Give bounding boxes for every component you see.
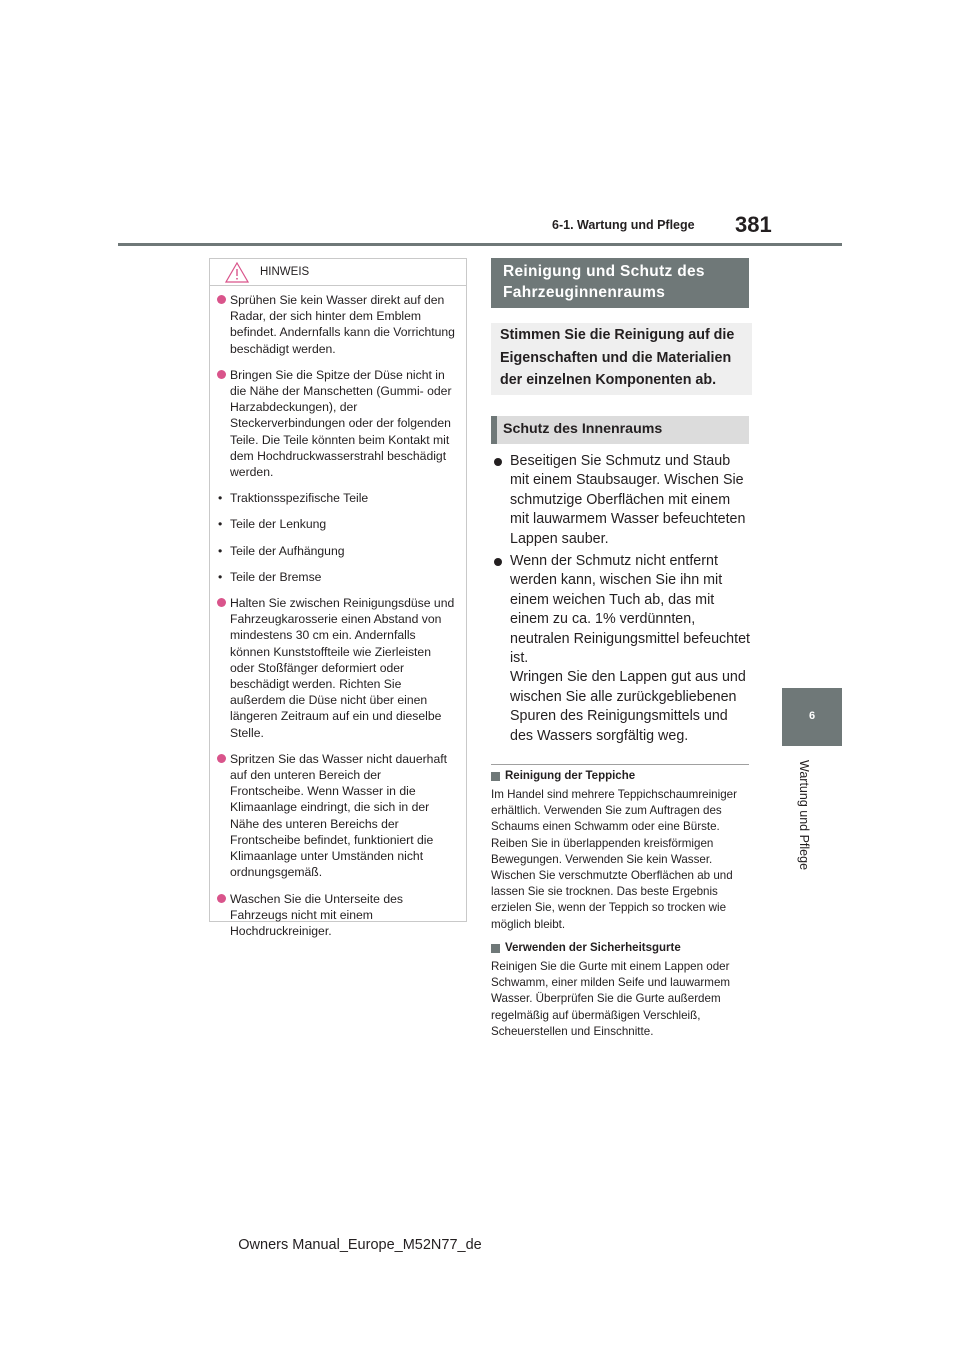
chapter-tab [782, 688, 842, 746]
note-item-text: Spritzen Sie das Wasser nicht dauerhaft auf den unteren Bereich der Frontscheibe. Wenn Wasser in die Klimaanlage eindringt, die sich in der Nähe des unteren Bereichs der Frontscheibe befindet, funktioniert die Klimaanlage unter Umständen nicht ordnungsgemäß. [230, 751, 448, 880]
note-item [217, 595, 457, 741]
chapter-number: 6 [808, 710, 816, 722]
circle-bullet-icon [217, 754, 226, 763]
small-bullet-icon: • [218, 491, 223, 506]
note-item-text: Sprühen Sie kein Wasser direkt auf den Radar, der sich hinter dem Emblem befindet. Andernfalls kann die Vorrichtung beschädigt werden. [230, 293, 455, 356]
small-bullet-icon: • [218, 543, 223, 558]
section-divider [491, 764, 749, 765]
header-divider [118, 243, 842, 246]
belts-title-text: Verwenden der Sicherheitsgurte [505, 942, 681, 954]
note-item [217, 367, 457, 480]
list-item-extra: Wringen Sie den Lappen gut aus und wischen Sie alle zurückgebliebenen Spuren des Reinigungsmittels und des Wassers sorgfältig weg. [510, 669, 746, 744]
note-item-text: Halten Sie zwischen Reinigungsdüse und Fahrzeugkarosserie einen Abstand von mindestens 30 cm ein. Andernfalls können Kunststoffteile wie Zierleisten oder Stoßfänger deformiert oder beschädigt werden. Richten Sie außerdem die Düse nicht über einen längeren Zeitraum auf ein und dieselbe Stelle. [230, 596, 455, 740]
footer-text: Owners Manual_Europe_M52N77_de [238, 1237, 482, 1253]
note-item-text: Bringen Sie die Spitze der Düse nicht in die Nähe der Manschetten (Gummi- oder Harzabdeckungen), der Steckerverbindungen oder der folgenden Teile. Die Teile könnten beim Kontakt mit dem Hochdruckwasserstrahl beschädigt werden. [230, 367, 452, 480]
belts-title [491, 941, 751, 956]
section-header: 6-1. Wartung und Pflege [552, 218, 695, 232]
small-bullet-icon: • [218, 569, 223, 584]
square-bullet-icon [491, 944, 500, 953]
list-item-text: Beseitigen Sie Schmutz und Staub mit einem Staubsauger. Wischen Sie schmutzige Oberflächen mit einem mit lauwarmem Wasser befeuchteten Lappen sauber. [510, 453, 746, 547]
circle-bullet-icon [217, 295, 226, 304]
note-item-text: Teile der Aufhängung [230, 543, 345, 558]
note-item-text: Traktionsspezifische Teile [230, 491, 369, 506]
note-list [217, 292, 457, 949]
subsection-heading [491, 416, 749, 444]
small-bullet-icon: • [218, 517, 223, 532]
circle-bullet-icon [217, 370, 226, 379]
intro-text: Stimmen Sie die Reinigung auf die Eigenschaften und die Materialien der einzelnen Komponenten ab. [500, 327, 735, 388]
carpets-title-text: Reinigung der Teppiche [505, 770, 636, 782]
intro-box [491, 323, 752, 395]
bullet-dot [494, 558, 502, 566]
note-header-divider [210, 285, 466, 286]
belts-subsection [491, 941, 751, 1040]
bullet-dot [494, 458, 502, 466]
carpets-subsection [491, 769, 751, 933]
note-item-text: Teile der Lenkung [230, 517, 327, 532]
note-subitem [217, 543, 457, 559]
warning-triangle-icon [225, 262, 249, 283]
belts-text: Reinigen Sie die Gurte mit einem Lappen oder Schwamm, einer milden Seife und lauwarmem Wasser. Überprüfen Sie die Gurte außerdem regelmäßig auf übermäßigen Verschleiß, Scheuerstellen und Einschnitte. [491, 960, 731, 1038]
note-subitem [217, 569, 457, 585]
list-item [492, 452, 752, 549]
carpets-title [491, 769, 751, 784]
note-item [217, 292, 457, 357]
note-item-text: Waschen Sie die Unterseite des Fahrzeugs nicht mit einem Hochdruckreiniger. [230, 891, 403, 938]
list-item-text: Wenn der Schmutz nicht entfernt werden kann, wischen Sie ihn mit einem weichen Tuch ab, das mit einem zu ca. 1% verdünnten, neutralen Reinigungsmittel befeuchtet ist. [510, 553, 751, 667]
subsection-heading-text: Schutz des Innenraums [503, 421, 663, 437]
note-subitem [217, 490, 457, 506]
note-item [217, 891, 457, 940]
note-item-text: Teile der Bremse [230, 569, 322, 584]
circle-bullet-icon [217, 894, 226, 903]
circle-bullet-icon [217, 598, 226, 607]
chapter-side-label-text: Wartung und Pflege [797, 760, 811, 871]
subsection-heading-bar [491, 416, 497, 444]
square-bullet-icon [491, 772, 500, 781]
main-bullet-list [492, 452, 752, 749]
chapter-side-label [795, 760, 815, 890]
list-item [492, 552, 752, 746]
note-subitem [217, 516, 457, 532]
section-title: Reinigung und Schutz des Fahrzeuginnenraums [503, 263, 705, 301]
note-title: HINWEIS [260, 266, 310, 278]
note-header [210, 259, 466, 285]
note-item [217, 751, 457, 881]
note-box [209, 258, 467, 938]
page-number: 381 [735, 212, 772, 237]
carpets-text: Im Handel sind mehrere Teppichschaumreiniger erhältlich. Verwenden Sie zum Auftragen des Schaums einen Schwamm oder eine Bürste. Reiben Sie in überlappenden kreisförmigen Bewegungen. Verwenden Sie kein Wasser. Wischen Sie verschmutzte Oberflächen ab und lassen Sie sie trocknen. Das beste Ergebnis erzielen Sie, wenn der Teppich so trocken wie möglich bleibt. [491, 788, 737, 931]
section-title-banner [491, 258, 749, 308]
